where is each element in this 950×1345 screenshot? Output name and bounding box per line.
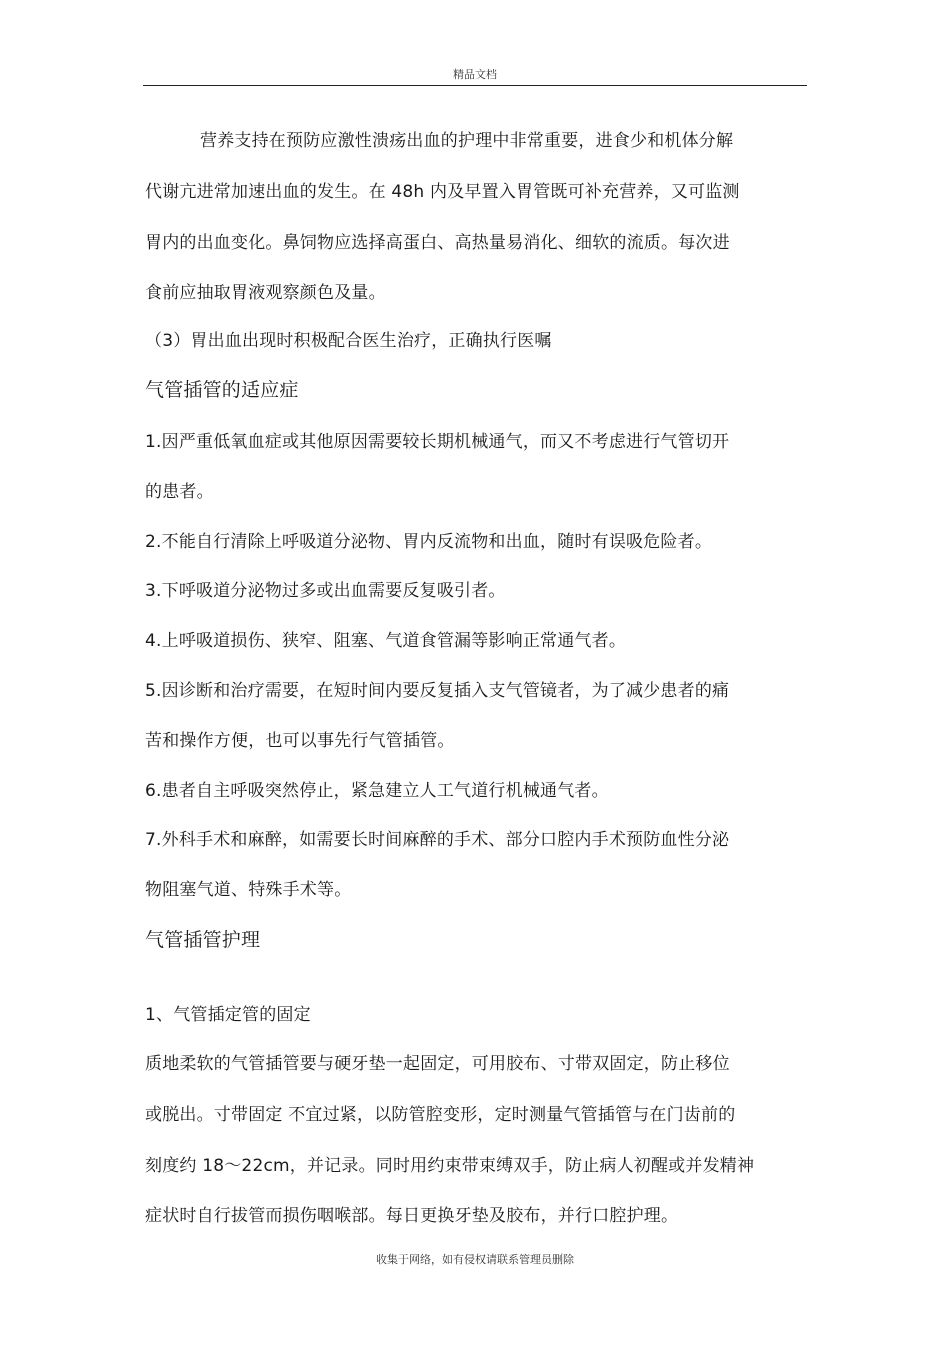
section-heading: 气管插管护理 (145, 929, 261, 951)
paragraph-line: 营养支持在预防应激性溃疡出血的护理中非常重要，进食少和机体分解 (200, 131, 734, 151)
subsection-heading: 1、气管插定管的固定 (145, 1005, 311, 1025)
paragraph-line: 胃内的出血变化。鼻饲物应选择高蛋白、高热量易消化、细软的流质。每次进 (145, 233, 730, 253)
paragraph-line: 5.因诊断和治疗需要，在短时间内要反复插入支气管镜者，为了减少患者的痛 (145, 681, 730, 701)
paragraph-line: （3）胃出血出现时积极配合医生治疗，正确执行医嘱 (145, 331, 552, 351)
paragraph-line: 6.患者自主呼吸突然停止，紧急建立人工气道行机械通气者。 (145, 781, 609, 801)
paragraph-line: 代谢亢进常加速出血的发生。在 48h 内及早置入胃管既可补充营养，又可监测 (145, 182, 740, 202)
paragraph-line: 质地柔软的气管插管要与硬牙垫一起固定，可用胶布、寸带双固定，防止移位 (145, 1054, 730, 1074)
page-footer: 收集于网络，如有侵权请联系管理员删除 (376, 1253, 574, 1266)
paragraph-line: 2.不能自行清除上呼吸道分泌物、胃内反流物和出血，随时有误吸危险者。 (145, 532, 713, 552)
paragraph-line: 物阻塞气道、特殊手术等。 (145, 880, 352, 900)
paragraph-line: 或脱出。寸带固定 不宜过紧，以防管腔变形，定时测量气管插管与在门齿前的 (145, 1105, 736, 1125)
page-header: 精品文档 (453, 68, 497, 81)
paragraph-line: 症状时自行拔管而损伤咽喉部。每日更换牙垫及胶布，并行口腔护理。 (145, 1206, 679, 1226)
paragraph-line: 刻度约 18～22cm，并记录。同时用约束带束缚双手，防止病人初醒或并发精神 (145, 1156, 755, 1176)
paragraph-line: 7.外科手术和麻醉，如需要长时间麻醉的手术、部分口腔内手术预防血性分泌 (145, 830, 730, 850)
paragraph-line: 苦和操作方便，也可以事先行气管插管。 (145, 731, 455, 751)
section-heading: 气管插管的适应症 (145, 379, 299, 401)
paragraph-line: 的患者。 (145, 482, 214, 502)
paragraph-line: 3.下呼吸道分泌物过多或出血需要反复吸引者。 (145, 581, 506, 601)
paragraph-line: 4.上呼吸道损伤、狭窄、阻塞、气道食管漏等影响正常通气者。 (145, 631, 627, 651)
paragraph-line: 食前应抽取胃液观察颜色及量。 (145, 283, 386, 303)
header-divider (143, 85, 807, 86)
paragraph-line: 1.因严重低氧血症或其他原因需要较长期机械通气，而又不考虑进行气管切开 (145, 432, 730, 452)
